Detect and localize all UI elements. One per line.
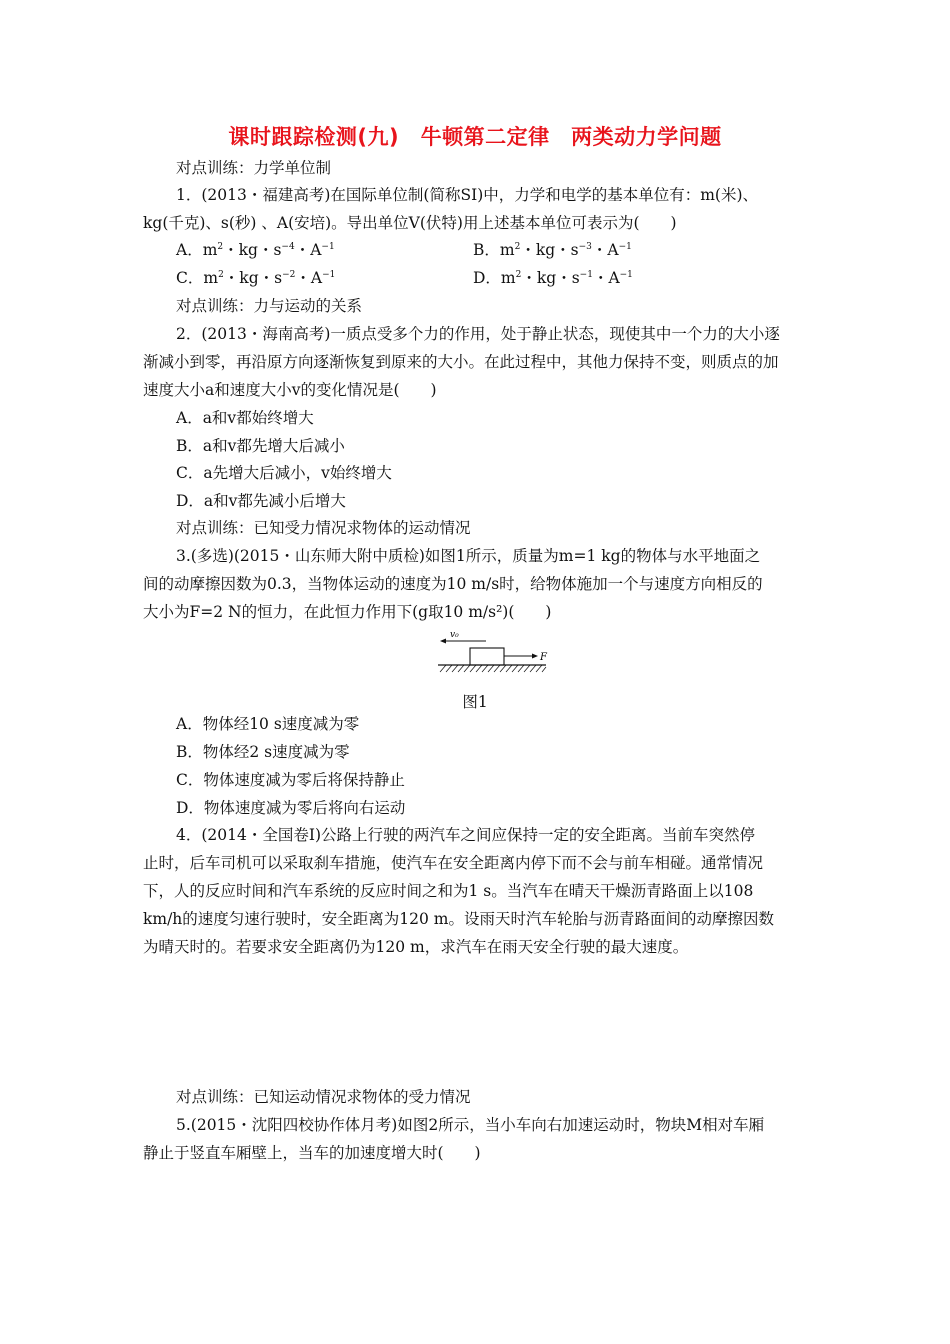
option-a: A．物体经10 s速度减为零 xyxy=(176,715,360,733)
figure-caption: 图1 xyxy=(462,693,488,711)
velocity-arrowhead xyxy=(440,639,446,644)
section-heading: 对点训练：已知受力情况求物体的运动情况 xyxy=(176,519,471,537)
question-text: 静止于竖直车厢壁上，当车的加速度增大时( ) xyxy=(143,1144,481,1162)
question-text: km/h的速度匀速行驶时，安全距离为120 m。设雨天时汽车轮胎与沥青路面间的动摩擦因数 xyxy=(143,910,775,928)
block xyxy=(470,648,504,665)
option-c: C．a先增大后减小，v始终增大 xyxy=(176,464,392,482)
question-text: 间的动摩擦因数为0.3，当物体运动的速度为10 m/s时，给物体施加一个与速度方向相反的 xyxy=(143,575,763,593)
force-label: F xyxy=(540,652,547,663)
question-text: 渐减小到零，再沿原方向逐渐恢复到原来的大小。在此过程中，其他力保持不变，则质点的加 xyxy=(143,353,779,371)
option-c: C．物体速度减为零后将保持静止 xyxy=(176,771,405,789)
option-d: D．$m^2$・kg・$s^{-1}$・$A^{-1}$ xyxy=(473,269,633,287)
question-text: 速度大小a和速度大小v的变化情况是( ) xyxy=(143,381,437,399)
option-d: D．a和v都先减小后增大 xyxy=(176,492,346,510)
option-b: B．a和v都先增大后减小 xyxy=(176,437,345,455)
question-text: kg(千克)、s(秒) 、A(安培)。导出单位V(伏特)用上述基本单位可表示为( ) xyxy=(143,214,677,232)
section-heading: 对点训练：力与运动的关系 xyxy=(176,297,363,315)
velocity-label: v₀ xyxy=(450,630,459,640)
question-text: 2．(2013・海南高考)一质点受多个力的作用，处于静止状态，现使其中一个力的大小逐 xyxy=(176,325,780,343)
question-text: 下，人的反应时间和汽车系统的反应时间之和为1 s。当汽车在晴天干燥沥青路面上以108 xyxy=(143,882,754,900)
question-text: 3.(多选)(2015・山东师大附中质检)如图1所示，质量为m=1 kg的物体与水平地面之 xyxy=(176,547,761,565)
question-text: 4．(2014・全国卷Ⅰ)公路上行驶的两汽车之间应保持一定的安全距离。当前车突然停 xyxy=(176,826,756,844)
question-text: 止时，后车司机可以采取刹车措施，使汽车在安全距离内停下而不会与前车相碰。通常情况 xyxy=(143,854,764,872)
figure-block-on-ground xyxy=(436,628,548,680)
question-text: 为晴天时的。若要求安全距离仍为120 m，求汽车在雨天安全行驶的最大速度。 xyxy=(143,938,689,956)
question-text: 5.(2015・沈阳四校协作体月考)如图2所示，当小车向右加速运动时，物块M相对车厢 xyxy=(176,1116,765,1134)
section-heading: 对点训练：已知运动情况求物体的受力情况 xyxy=(176,1088,471,1106)
section-heading: 对点训练：力学单位制 xyxy=(176,159,332,177)
ground-hatching xyxy=(440,665,546,672)
option-b: B．$m^2$・kg・$s^{-3}$・$A^{-1}$ xyxy=(473,241,632,259)
page-title: 课时跟踪检测(九) 牛顿第二定律 两类动力学问题 xyxy=(228,125,722,149)
force-arrowhead xyxy=(532,654,538,659)
question-text: 1．(2013・福建高考)在国际单位制(简称SI)中，力学和电学的基本单位有：m(米)、 xyxy=(176,186,759,204)
option-a: A．a和v都始终增大 xyxy=(176,409,314,427)
option-a: A．$m^2$・kg・$s^{-4}$・$A^{-1}$ xyxy=(176,241,335,259)
option-d: D．物体速度减为零后将向右运动 xyxy=(176,799,406,817)
option-b: B．物体经2 s速度减为零 xyxy=(176,743,350,761)
question-text: 大小为F=2 N的恒力，在此恒力作用下(g取10 m/s²)( ) xyxy=(143,603,552,621)
option-c: C．$m^2$・kg・$s^{-2}$・$A^{-1}$ xyxy=(176,269,336,287)
